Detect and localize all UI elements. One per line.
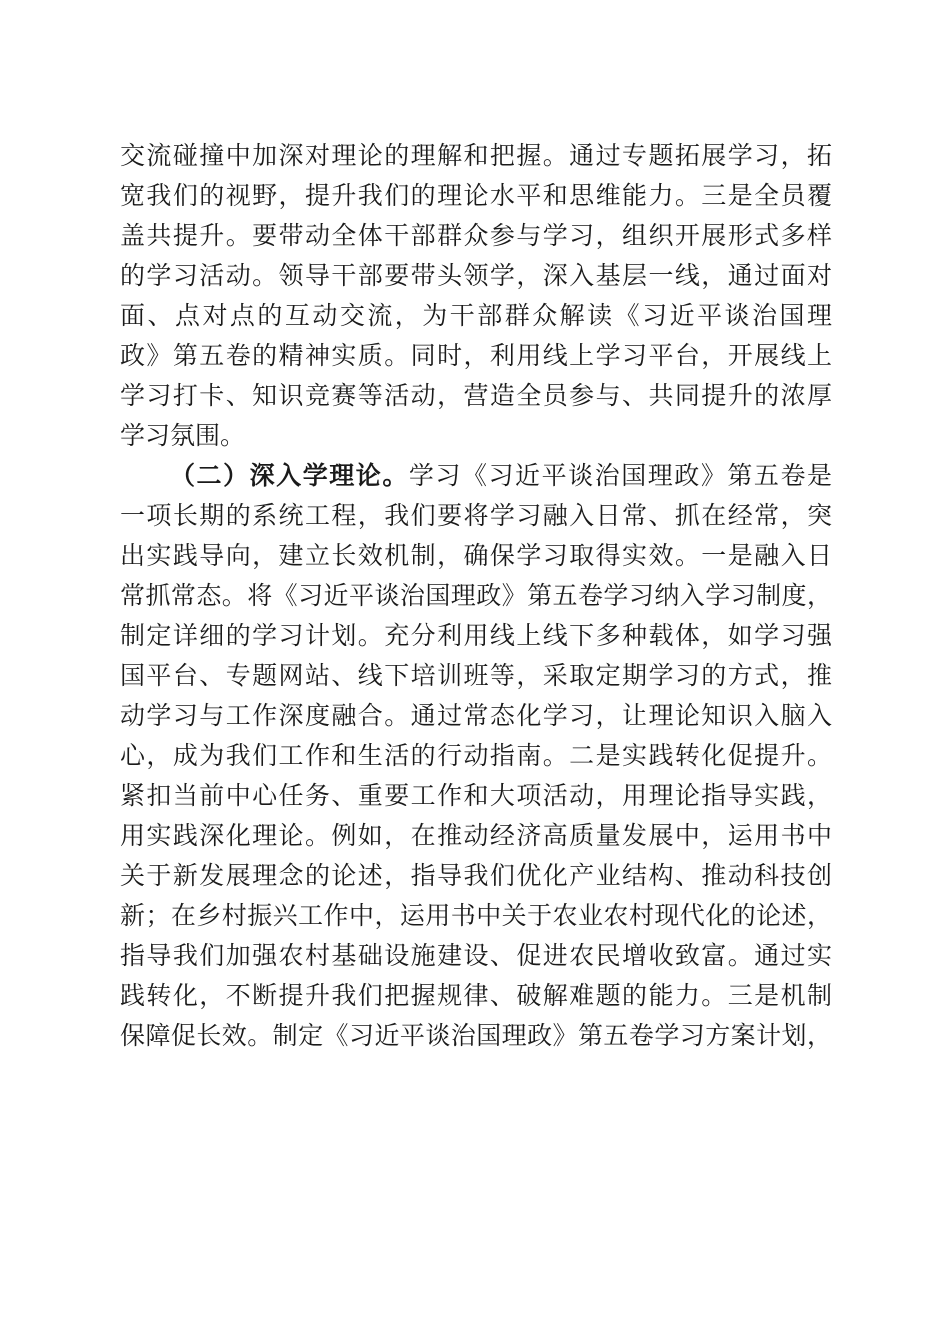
- paragraph-line: 紧扣当前中心任务、重要工作和大项活动，用理论指导实践，: [120, 781, 832, 810]
- section-heading: （二）深入学理论。: [170, 461, 409, 490]
- paragraph-line: 动学习与工作深度融合。通过常态化学习，让理论知识入脑入: [120, 701, 832, 730]
- paragraph-line: 学习氛围。: [120, 421, 246, 450]
- paragraph-line: 关于新发展理念的论述，指导我们优化产业结构、推动科技创: [120, 861, 832, 890]
- paragraph-line: 指导我们加强农村基础设施建设、促进农民增收致富。通过实: [120, 941, 832, 970]
- paragraph-line: 学习打卡、知识竞赛等活动，营造全员参与、共同提升的浓厚: [120, 381, 832, 410]
- section-heading-rest: 学习《习近平谈治国理政》第五卷是: [408, 461, 832, 490]
- paragraph-line: 的学习活动。领导干部要带头领学，深入基层一线，通过面对: [120, 261, 832, 290]
- paragraph-line: 政》第五卷的精神实质。同时，利用线上学习平台，开展线上: [120, 341, 832, 370]
- paragraph-line: 践转化，不断提升我们把握规律、破解难题的能力。三是机制: [120, 981, 832, 1010]
- paragraph-line: 常抓常态。将《习近平谈治国理政》第五卷学习纳入学习制度，: [120, 581, 832, 610]
- paragraph-line: 面、点对点的互动交流，为干部群众解读《习近平谈治国理: [120, 301, 832, 330]
- section-heading-line: [120, 456, 832, 496]
- paragraph-line: 心，成为我们工作和生活的行动指南。二是实践转化促提升。: [120, 741, 832, 770]
- paragraph-line: 盖共提升。要带动全体干部群众参与学习，组织开展形式多样: [120, 221, 832, 250]
- paragraph-line: 国平台、专题网站、线下培训班等，采取定期学习的方式，推: [120, 661, 832, 690]
- body-text: [120, 136, 832, 1056]
- paragraph-line: 宽我们的视野，提升我们的理论水平和思维能力。三是全员覆: [120, 181, 832, 210]
- paragraph-line: 交流碰撞中加深对理论的理解和把握。通过专题拓展学习，拓: [120, 141, 832, 170]
- paragraph-line: 一项长期的系统工程，我们要将学习融入日常、抓在经常，突: [120, 501, 832, 530]
- paragraph-line: 出实践导向，建立长效机制，确保学习取得实效。一是融入日: [120, 541, 832, 570]
- paragraph-line: 新；在乡村振兴工作中，运用书中关于农业农村现代化的论述，: [120, 901, 832, 930]
- paragraph-line: 制定详细的学习计划。充分利用线上线下多种载体，如学习强: [120, 621, 832, 650]
- paragraph-line: 保障促长效。制定《习近平谈治国理政》第五卷学习方案计划，: [120, 1021, 832, 1050]
- paragraph-line: 用实践深化理论。例如，在推动经济高质量发展中，运用书中: [120, 821, 832, 850]
